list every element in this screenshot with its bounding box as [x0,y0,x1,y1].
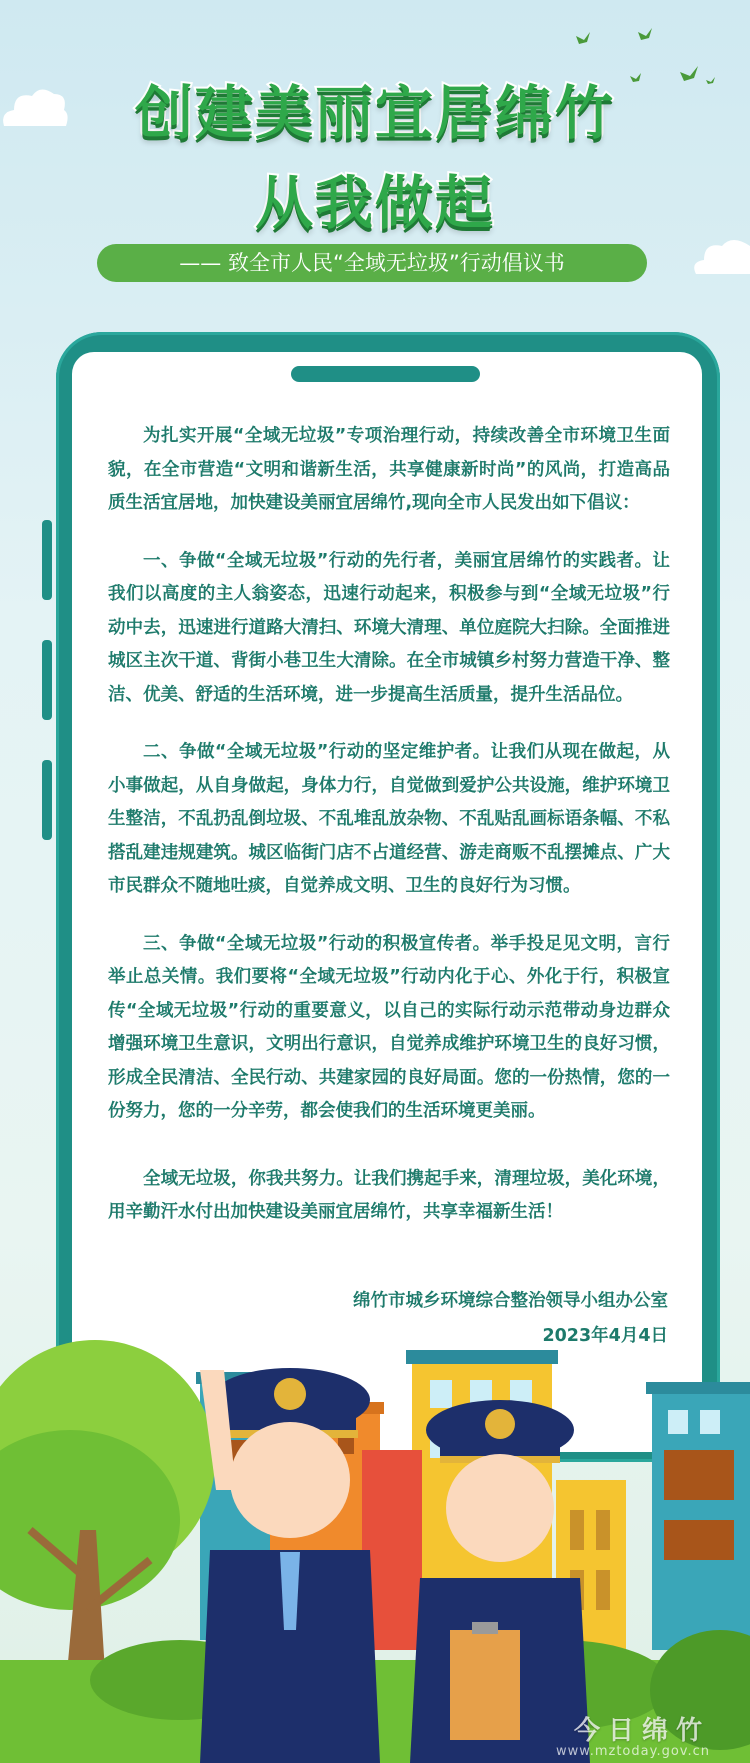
letter-closing: 全域无垃圾，你我共努力。让我们携起手来，清理垃圾，美化环境，用辛勤汗水付出加快建设美丽宜居绵竹，共享幸福新生活！ [108,1168,670,1222]
page-title-line1: 创建美丽宜居绵竹 [134,79,615,147]
letter-point-2: 二、争做“全域无垃圾”行动的坚定维护者。让我们从现在做起，从小事做起，从自身做起，身体力行，自觉做到爱护公共设施，维护环境卫生整洁，不乱扔乱倒垃圾、不乱堆乱放杂物、不乱贴乱画标语条幅、不私搭乱建违规建筑。城区临街门店不占道经营、游走商贩不乱摆摊点、广大市民群众不随地吐痰，自觉养成文明、卫生的良好行为习惯。 [108,742,670,896]
proposal-letter [108,420,670,1246]
phone-speaker [291,366,480,382]
phone-side-button [42,640,52,720]
watermark-url: www.mztoday.gov.cn [556,1744,710,1759]
phone-side-button [42,760,52,840]
letter-issuer: 绵竹市城乡环境综合整治领导小组办公室 [353,1291,668,1311]
subtitle-banner: —— 致全市人民“全域无垃圾”行动倡议书 [97,244,647,282]
city-scene-illustration [0,1330,750,1763]
letter-point-1: 一、争做“全域无垃圾”行动的先行者，美丽宜居绵竹的实践者。让我们以高度的主人翁姿态，迅速行动起来，积极参与到“全域无垃圾”行动中去，迅速进行道路大清扫、环境大清理、单位庭院大扫除。全面推进城区主次干道、背街小巷卫生大清除。在全市城镇乡村努力营造干净、整洁、优美、舒适的生活环境，进一步提高生活质量，提升生活品位。 [108,550,670,705]
letter-point-3: 三、争做“全域无垃圾”行动的积极宣传者。举手投足见文明，言行举止总关情。我们要将“全域无垃圾”行动内化于心、外化于行，积极宣传“全域无垃圾”行动的重要意义，以自己的实际行动示范带动身边群众增强环境卫生意识，文明出行意识，自觉养成维护环境卫生的良好习惯，形成全民清洁、全民行动、共建家园的良好局面。您的一份热情，您的一份努力，您的一分辛劳，都会使我们的生活环境更美丽。 [108,933,670,1121]
page-title-line2: 从我做起 [254,169,495,237]
letter-date: 2023年4月4日 [542,1326,668,1346]
letter-intro: 为扎实开展“全域无垃圾”专项治理行动，持续改善全市环境卫生面貌，在全市营造“文明和谐新生活，共享健康新时尚”的风尚，打造高品质生活宜居地，加快建设美丽宜居绵竹,现向全市人民发出如下倡议： [108,426,670,513]
watermark-logo: 今日绵竹 [573,1716,710,1746]
phone-side-button [42,520,52,600]
